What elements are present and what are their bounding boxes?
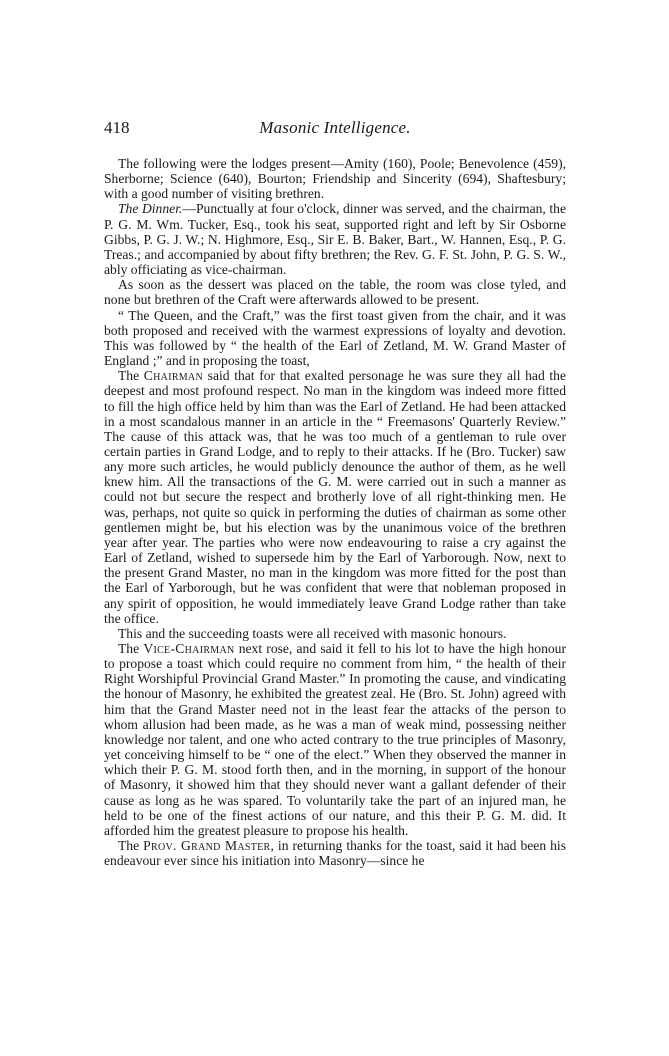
paragraph-first-toast xyxy=(104,308,566,369)
paragraph-text: As soon as the dessert was placed on the table, the room was close tyled, and none but brethren of the Craft were afterwards allowed to be present. xyxy=(104,277,566,308)
page-number: 418 xyxy=(104,118,130,137)
paragraph-text: next rose, and said it fell to his lot to have the high honour to propose a toast which could require no comment from him, “ the health of their Right Worshipful Provincial Grand Master.” In promoting the cause, and vindicating the honour of Masonry, he exhibited the greatest zeal. He (Bro. St. John) agreed with him that the Grand Master need not in the least fear the attacks of the person to whom allusion had been made, as he was a man of weak mind, possessing neither knowledge nor talent, and one who acted contrary to the true principles of Masonry, yet conceiving himself to be “ one of the elect.” When they observed the manner in which their P. G. M. stood forth then, and in the morning, in support of the honour of Masonry, it showed him that they should never want a gallant defender of their cause as long as he was spared. To voluntarily take the part of an injured man, he held to be one of the finest actions of our nature, and this their P. G. M. did. It afforded him the greatest pleasure to propose his health. xyxy=(104,641,566,838)
paragraph-pre: The xyxy=(118,368,144,384)
paragraph-text: “ The Queen, and the Craft,” was the first toast given from the chair, and it was both proposed and received with the warmest expressions of loyalty and devotion. This was followed by “ the health of the Earl of Zetland, M. W. Grand Master of England ;” and in proposing the toast, xyxy=(104,307,566,369)
paragraph-chairman xyxy=(104,368,566,626)
paragraph-pre: The xyxy=(118,838,144,854)
document-page xyxy=(104,118,566,868)
paragraph-lodges xyxy=(104,156,566,201)
page-header xyxy=(104,118,566,142)
paragraph-text: —Punctually at four o'clock, dinner was served, and the chairman, the P. G. M. Wm. Tucker, Esq., took his seat, supported right and left by Sir Osborne Gibbs, P. G. J. W.; N. Highmore, Esq., Sir E. B. Baker, Bart., W. Hannen, Esq., P. G. Treas.; and accompanied by about fifty brethren; the Rev. G. F. St. John, P. G. S. W., ably officiating as vice-chairman. xyxy=(104,201,566,278)
paragraph-text: said that for that exalted personage he was sure they all had the deepest and most profound respect. No man in the kingdom was indeed more fitted to fill the high office held by him than was the Earl of Zetland. He had been attacked in a most scandalous manner in an article in the “ Freemasons' Quarterly Review.” The cause of this attack was, that he was too much of a gentleman to rule over certain parties in Grand Lodge, and to reply to their attacks. If he (Bro. Tucker) saw any more such articles, he would publicly denounce the author of them, as he well knew him. All the transactions of the G. M. were carried out in such a manner as could not but secure the respect and brotherly love of all right-thinking men. He was, perhaps, not quite so quick in performing the duties of chairman as some other gentlemen might be, but his election was by the unanimous voice of the brethren year after year. The parties who were now endeavouring to raise a cry against the Earl of Zetland, wished to supersede him by the Earl of Yarborough. Now, next to the present Grand Master, no man in the kingdom was more fitted for the post than the Earl of Yarborough, but he was confident that were that nobleman proposed in any spirit of opposition, he would immediately leave Grand Lodge rather than take the office. xyxy=(104,368,566,626)
article-body xyxy=(104,156,566,868)
speaker-name: Prov. Grand Master xyxy=(143,838,271,854)
paragraph-honours xyxy=(104,626,566,641)
running-title: Masonic Intelligence. xyxy=(259,118,411,137)
speaker-name: Vice-Chairman xyxy=(143,641,235,656)
paragraph-pre: The xyxy=(118,641,144,656)
paragraph-text: This and the succeeding toasts were all received with masonic honours. xyxy=(118,625,507,641)
paragraph-prov-grand-master xyxy=(104,838,566,868)
paragraph-vice-chairman xyxy=(104,641,566,838)
paragraph-dessert xyxy=(104,277,566,307)
paragraph-text: The following were the lodges present—Amity (160), Poole; Benevolence (459), Sherborne; Science (640), Bourton; Friendship and Sincerity (694), Shaftesbury; with a good number of visiting brethren. xyxy=(104,156,566,202)
paragraph-dinner xyxy=(104,201,566,277)
section-lead: The Dinner. xyxy=(118,201,183,217)
speaker-name: Chairman xyxy=(143,368,204,384)
paragraph-text: , in returning thanks for the toast, said it had been his endeavour ever since his initiation into Masonry—since he xyxy=(104,838,566,869)
